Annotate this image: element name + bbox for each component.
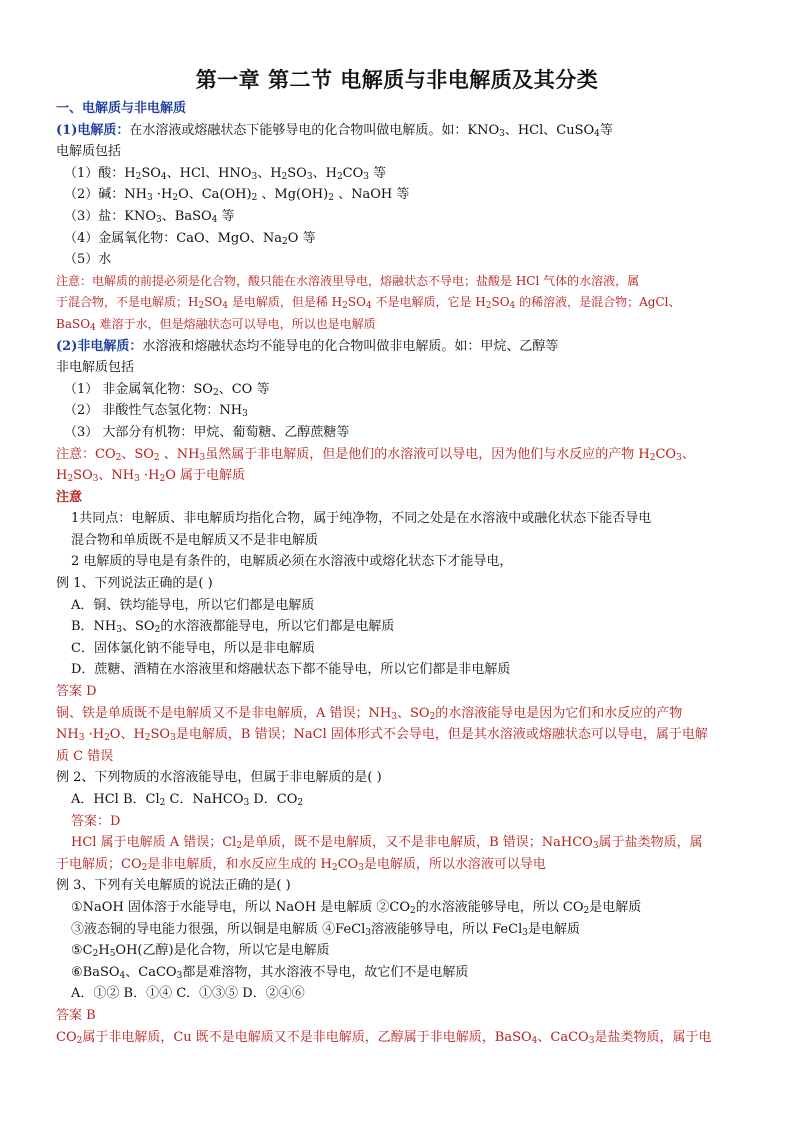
subscript: 2 [198,301,205,312]
subscript: 3 [522,927,528,938]
text-run: 是电解质 [527,921,580,937]
text-line [56,854,746,876]
text-line [56,228,746,250]
text-run: CO [56,1029,77,1045]
text-line [56,940,746,962]
text-run: A．HCl B．Cl [71,792,160,807]
text-run: 、SO [121,446,154,462]
text-run: ①NaOH 固体溶于水能导电，所以 NaOH 是电解质 ②CO [71,899,411,915]
text-line [56,919,746,941]
text-line: （5）水 [64,252,112,268]
text-run: SO [204,295,223,310]
text-run: 、CaCO [537,1029,589,1045]
text-run: SO [150,727,171,743]
subscript: 3 [176,970,183,981]
subscript: 2 [649,452,656,463]
text-run: 于电解质；CO [56,856,142,872]
subscript: 2 [76,1035,83,1046]
text-run: O、Ca(OH) [178,187,252,203]
text-line: C．固体氯化钠不能导电，所以是非电解质 [71,640,315,656]
text-line: 质 C 错误 [56,748,114,764]
document-body [56,98,746,1048]
subscript: 3 [92,474,99,485]
text-run: 铜、铁是单质既不是电解质又不是非电解质，A 错误；NH [56,705,392,721]
text-line [56,400,746,422]
subscript: 5 [109,949,116,960]
text-run: ⑥BaSO [71,964,120,980]
text-run: 等 [217,208,235,224]
text-line [56,724,746,746]
text-run: 的水溶液能够导电，所以 CO [415,899,584,915]
text-run: ⑤C [71,943,93,959]
text-line: 一、电解质与非电解质 [56,101,187,116]
subscript: 2 [212,387,219,398]
text-line [56,271,746,293]
text-run: 等 [599,122,613,138]
subscript: 3 [588,1035,595,1046]
text-run: 是电解质，所以水溶液可以导电 [363,856,546,872]
text-line: D．蔗糖、酒精在水溶液里和熔融状态下都不能导电，所以它们都是非电解质 [71,662,511,678]
text-run: SO [287,165,307,181]
text-line [56,789,746,811]
subscript: 4 [365,301,372,312]
text-line [56,336,746,358]
text-run: B．NH [71,619,117,635]
text-line [56,962,746,984]
text-line: 答案 B [56,1007,96,1023]
text-run: 属于盐类物质，属 [598,835,703,851]
text-run: ·H [139,468,160,484]
subscript: 3 [592,841,599,852]
text-line: 注意 [56,489,83,505]
text-run: （1） 非金属氧化物：SO [64,381,213,397]
text-line [56,832,746,854]
subscript: 2 [297,798,304,808]
text-run: (1)电解质： [56,122,130,138]
text-run: CO [655,446,677,462]
text-run: (2)非电解质： [56,338,143,354]
subscript: 2 [331,862,338,873]
text-line [56,379,746,401]
text-run: 的稀溶液，是混合物；AgCl、 [515,295,681,310]
text-run: HCl 属于电解质 A 错误；Cl [71,835,237,851]
subscript: 4 [509,301,516,312]
text-line [56,616,746,638]
text-run: SO [347,295,366,310]
text-line [56,444,746,466]
text-run: 不是电解质，它是 H [371,295,486,310]
text-run: O、H [109,727,145,743]
subscript: 3 [251,171,258,182]
text-run: 、NH [159,446,200,462]
subscript: 3 [306,171,313,182]
text-run: 是电解质，B 错误；NaCl 固体形式不会导电，但是其水溶液或熔融状态可以导电，属于电解 [175,727,708,743]
text-run: 属于非电解质，Cu 既不是电解质又不是非电解质，乙醇属于非电解质，BaSO [82,1029,532,1045]
subscript: 2 [159,474,166,485]
text-run: 、Mg(OH) [257,187,329,203]
text-run: 于混合物，不是电解质；H [56,295,199,310]
text-line [56,897,746,919]
text-run: BaSO [56,316,91,331]
text-run: 、HCl、HNO [166,165,252,181]
text-run: 都是难溶物，其水溶液不导电，故它们不是电解质 [182,964,469,980]
text-run: 注意：CO [56,446,116,462]
text-run: O 等 [287,230,316,246]
text-run: 是电解质 [589,899,642,915]
text-run: 是单质，既不是电解质，又不是非电解质，B 错误；NaHCO [242,835,593,851]
text-run: 是盐类物质，属于电 [594,1029,712,1045]
text-line: 答案 D [56,684,97,700]
text-run: 、H [257,165,282,181]
text-run: 是电解质，但是稀 H [228,295,343,310]
text-run: 、H [312,165,337,181]
subscript: 4 [90,322,96,333]
subscript: 3 [78,733,85,744]
text-run: OH(乙醇)是化合物，所以它是电解质 [115,943,330,959]
text-line [56,1027,746,1049]
text-run: （2） 非酸性气态氢化物：NH [64,403,243,419]
subscript: 2 [583,905,590,916]
text-run: CO [342,165,364,181]
text-run: 是非电解质，和水反应生成的 H [147,856,332,872]
subscript: 4 [160,171,167,182]
text-line: 2 电解质的导电是有条件的，电解质必须在水溶液中或熔化状态下才能导电， [71,554,513,570]
subscript: 3 [243,798,250,808]
text-run: 的水溶液都能导电，所以它们都是电解质 [160,619,395,635]
subscript: 2 [410,905,416,916]
text-run: CO [337,856,359,872]
text-line [56,465,746,487]
subscript: 2 [251,193,258,204]
subscript: 3 [391,711,397,722]
text-run: NH [56,727,79,743]
text-run: ·H [152,187,173,203]
subscript: 4 [119,970,126,981]
subscript: 3 [156,214,162,225]
text-run: 、HCl、CuSO [504,122,595,138]
text-line [56,120,746,142]
text-line: 1共同点：电解质、非电解质均指化合物，属于纯净物，不同之处是在水溶液中或融化状态下能否导电 [71,511,652,527]
text-run: ③液态铜的导电能力很强，所以铜是电解质 ④FeCl [71,921,366,937]
text-run: （3）盐：KNO [64,208,157,224]
text-line [56,703,746,725]
text-line [56,206,746,228]
text-run: 、SO [396,705,430,721]
text-line: A．①② B．①④ C．①③⑤ D．②④⑥ [71,986,305,1002]
subscript: 2 [281,171,288,182]
text-line: 混合物和单质既不是电解质又不是非电解质 [71,532,319,548]
subscript: 2 [236,841,243,852]
text-run: 、BaSO [161,208,212,224]
subscript: 2 [159,798,166,808]
subscript: 2 [342,301,348,312]
subscript: 3 [363,171,370,182]
text-run: 注意：电解质的前提必须是化合物，酸只能在水溶液里导电，熔融状态不导电；盐酸是 HCl 气体的水溶液，属 [56,273,640,288]
subscript: 4 [594,128,600,139]
text-run: 等 [369,165,387,181]
text-run: SO [491,295,510,310]
text-line [56,314,746,336]
text-run: O 属于电解质 [165,468,245,484]
text-run: SO [141,165,161,181]
text-line: 电解质包括 [56,144,122,160]
text-line: （3） 大部分有机物：甲烷、葡萄糖、乙醇蔗糖等 [64,424,350,440]
text-run: 、 [681,446,695,462]
subscript: 3 [116,625,122,636]
text-line: 非电解质包括 [56,360,135,376]
text-run: 溶液能够导电，所以 FeCl [370,921,523,937]
subscript: 3 [199,452,206,463]
text-run: （2）碱：NH [64,187,147,203]
text-run: 虽然属于非电解质，但是他们的水溶液可以导电，因为他们与水反应的产物 H [205,446,650,462]
text-line: 例 1、下列说法正确的是( ) [56,576,213,592]
text-line [56,163,746,185]
subscript: 2 [144,733,151,744]
text-run: （1）酸：H [64,165,136,181]
text-run: 的水溶液能导电是因为它们和水反应的产物 [435,705,683,721]
subscript: 3 [242,409,248,420]
subscript: 2 [153,452,160,463]
page-title: 第一章 第二节 电解质与非电解质及其分类 [195,68,599,92]
subscript: 4 [211,214,218,225]
subscript: 3 [170,733,176,744]
subscript: 2 [336,171,343,182]
subscript: 4 [222,301,228,312]
subscript: 3 [499,128,505,139]
subscript: 3 [358,862,364,873]
text-line: 例 3、下列有关电解质的说法正确的是( ) [56,878,291,894]
subscript: 3 [365,927,371,938]
subscript: 3 [146,193,153,204]
text-run: ·H [84,727,105,743]
text-run: 、NaOH 等 [333,187,410,203]
text-run: 、CO 等 [218,381,270,397]
subscript: 2 [135,171,142,182]
subscript: 3 [676,452,682,463]
subscript: 4 [531,1035,538,1046]
text-line: 答案：D [71,813,121,829]
subscript: 2 [485,301,492,312]
subscript: 2 [92,949,99,960]
subscript: 2 [172,193,179,204]
subscript: 2 [282,236,288,247]
subscript: 3 [134,474,140,485]
text-run: 、SO [122,619,155,635]
text-run: D．CO [249,792,298,807]
text-run: H [56,468,68,484]
text-run: 水溶液和熔融状态均不能导电的化合物叫做非电解质。如：甲烷、乙醇等 [142,338,559,354]
subscript: 2 [115,452,122,463]
text-run: 、NH [98,468,135,484]
subscript: 2 [67,474,74,485]
text-line [56,292,746,314]
subscript: 2 [429,711,436,722]
text-run: （4）金属氧化物：CaO、MgO、Na [64,230,283,246]
text-run: SO [73,468,93,484]
subscript: 2 [104,733,110,744]
text-run: C．NaHCO [165,792,244,807]
subscript: 2 [328,193,334,204]
subscript: 2 [141,862,148,873]
text-line [56,184,746,206]
text-run: H [98,943,110,959]
text-run: 难溶于水，但是熔融状态可以导电，所以也是电解质 [95,316,376,331]
text-run: 、CaCO [125,964,177,980]
text-run: 在水溶液或熔融状态下能够导电的化合物叫做电解质。如：KNO [129,122,500,138]
text-line: A．铜、铁均能导电，所以它们都是电解质 [71,597,315,613]
subscript: 2 [154,625,161,636]
text-line: 例 2、下列物质的水溶液能导电，但属于非电解质的是( ) [56,770,382,786]
